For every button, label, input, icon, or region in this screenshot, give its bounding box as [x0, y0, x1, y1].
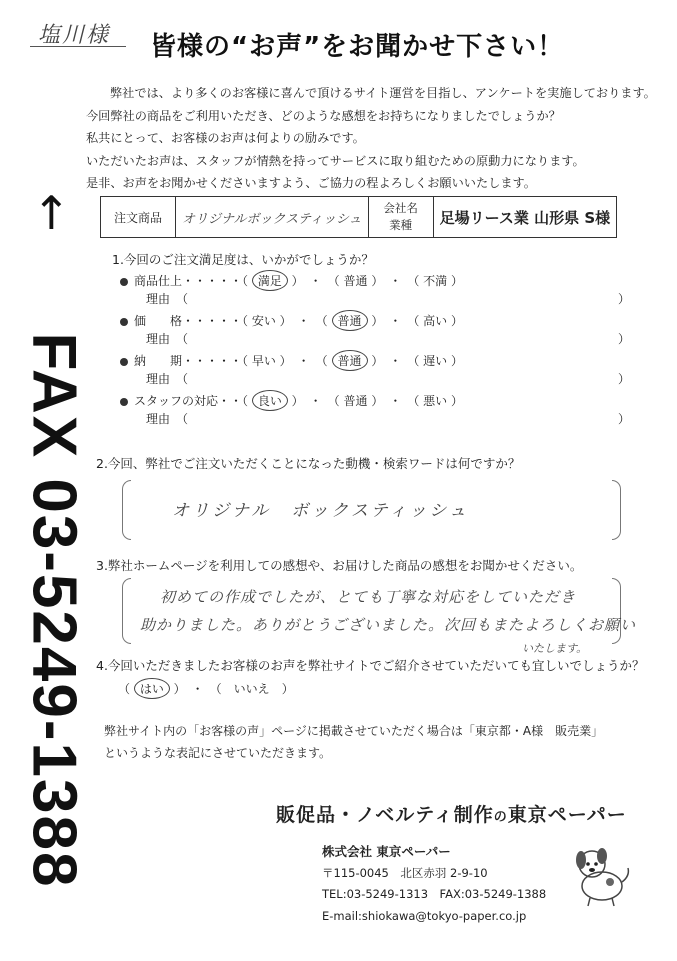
q1-option-1[interactable]: 良い: [252, 390, 288, 411]
company-label-line1: 会社名: [383, 201, 418, 215]
q1-option-1[interactable]: 早い: [251, 354, 276, 368]
up-arrow-icon: ↑: [32, 186, 71, 240]
q1-reason-row: 理由 （: [146, 292, 189, 306]
q1-option-3[interactable]: 不満: [423, 274, 448, 288]
q1-option-2[interactable]: 普通: [332, 310, 368, 331]
bullet-icon: [120, 318, 128, 326]
company-label-line2: 業種: [389, 218, 413, 232]
footer-tagline-part1: 販促品・ノベルティ制作: [276, 804, 494, 826]
dog-mascot-icon: [566, 842, 636, 908]
intro-line: 今回弊社の商品をご利用いただき、どのような感想をお持ちになりましたでしょうか？: [86, 108, 561, 123]
q3-answer-line1: 初めての作成でしたが、とても丁寧な対応をしていただき: [160, 588, 577, 606]
q1-reason-row: 理由 （: [146, 372, 189, 386]
bullet-icon: [120, 278, 128, 286]
q1-option-2[interactable]: 普通: [332, 350, 368, 371]
q2-bracket-right: [612, 480, 621, 540]
q1-reason-close: ）: [618, 332, 631, 346]
company-value: 足場リース業 山形県 S様: [433, 197, 617, 238]
q3-bracket-left: [122, 578, 131, 644]
product-label: 注文商品: [101, 197, 176, 238]
q3-answer-line2: 助かりました。ありがとうございました。次回もまたよろしくお願い: [140, 616, 637, 634]
q1-reason-label: 理由: [146, 372, 171, 386]
q1-option-1[interactable]: 安い: [251, 314, 276, 328]
q1-reason-label: 理由: [146, 332, 171, 346]
q1-row-label: スタッフの対応・・: [134, 394, 243, 408]
footer-tagline: [276, 800, 627, 827]
q1-row: スタッフの対応・・（ 良い ） ・ （ 普通 ） ・ （ 悪い ）: [120, 390, 463, 411]
bullet-icon: [120, 358, 128, 366]
q1-option-2[interactable]: 普通: [343, 274, 368, 288]
q2-answer: オリジナル ボックスティッシュ: [172, 501, 469, 521]
q4-question: 4.今回いただきましたお客様のお声を弊社サイトでご紹介させていただいても宜しいでしょうか？: [96, 658, 645, 673]
q1-option-3[interactable]: 遅い: [423, 354, 448, 368]
q1-row-label: 納 期・・・・・: [134, 354, 243, 368]
product-value: オリジナルボックスティッシュ: [176, 197, 369, 238]
company-label: [368, 197, 433, 238]
bullet-icon: [120, 398, 128, 406]
fax-sidebar: [19, 186, 89, 889]
q2-bracket-left: [122, 480, 131, 540]
q1-reason-close: ）: [618, 292, 631, 306]
q1-row: 商品仕上・・・・・（ 満足 ） ・ （ 普通 ） ・ （ 不満 ）: [120, 270, 463, 291]
footer-tagline-part2: の: [493, 810, 508, 825]
fax-number: FAX 03-5249-1388: [19, 332, 89, 889]
note-line2: というような表記にさせていただきます。: [104, 746, 332, 760]
intro-text: [86, 82, 666, 195]
q3-answer-line3: いたします。: [522, 642, 588, 655]
footer-email: E-mail:shiokawa@tokyo-paper.co.jp: [322, 908, 527, 923]
q2-question: 2.今回、弊社でご注文いただくことになった動機・検索ワードは何ですか？: [96, 456, 521, 471]
salutation: 塩川様: [38, 23, 111, 48]
order-info-table: [100, 196, 617, 238]
intro-line: いただいたお声は、スタッフが情熱を持ってサービスに取り組むための原動力になります。: [86, 153, 585, 168]
q1-reason-row: 理由 （: [146, 332, 189, 346]
footer-tagline-part3: 東京ペーパー: [507, 804, 627, 826]
q4-options: （ はい ） ・ （ いいえ ）: [118, 678, 294, 699]
footer-address: 〒115-0045 北区赤羽 2-9-10: [322, 865, 488, 880]
publication-note: [104, 720, 603, 764]
salutation-underline: [30, 46, 126, 47]
q1-reason-close: ）: [618, 412, 631, 426]
q1-question: 1.今回のご注文満足度は、いかがでしょうか？: [112, 252, 374, 267]
q1-reason-row: 理由 （: [146, 412, 189, 426]
intro-line: 私共にとって、お客様のお声は何よりの励みです。: [86, 131, 365, 145]
note-line1: 弊社サイト内の「お客様の声」ページに掲載させていただく場合は「東京都・A様 販売業」: [104, 724, 604, 738]
q1-row-label: 商品仕上・・・・・: [134, 274, 243, 288]
q1-row-label: 価 格・・・・・: [134, 314, 243, 328]
q1-option-3[interactable]: 高い: [423, 314, 448, 328]
q1-option-2[interactable]: 普通: [343, 394, 368, 408]
q1-option-3[interactable]: 悪い: [423, 394, 448, 408]
intro-line: 是非、お声をお聞かせくださいますよう、ご協力の程よろしくお願いいたします。: [86, 176, 536, 190]
q1-row: 納 期・・・・・（ 早い ） ・ （ 普通 ） ・ （ 遅い ）: [120, 350, 463, 371]
q1-reason-label: 理由: [146, 292, 171, 306]
company-address-block: [322, 841, 546, 927]
intro-line: 弊社では、より多くのお客様に喜んで頂けるサイト運営を目指し、アンケートを実施しております。: [110, 86, 656, 100]
q1-option-1[interactable]: 満足: [252, 270, 288, 291]
page-title: 皆様の“お声”をお聞かせ下さい！: [150, 32, 565, 62]
q3-question: 3.弊社ホームページを利用しての感想や、お届けした商品の感想をお聞かせください。: [96, 558, 583, 573]
footer-phone: TEL:03-5249-1313 FAX:03-5249-1388: [322, 887, 547, 901]
q4-no-option[interactable]: いいえ: [233, 682, 270, 696]
q1-reason-label: 理由: [146, 412, 171, 426]
q1-row: 価 格・・・・・（ 安い ） ・ （ 普通 ） ・ （ 高い ）: [120, 310, 463, 331]
q4-yes-option[interactable]: はい: [134, 678, 170, 699]
footer-company: 株式会社 東京ペーパー: [322, 844, 451, 859]
q1-reason-close: ）: [618, 372, 631, 386]
